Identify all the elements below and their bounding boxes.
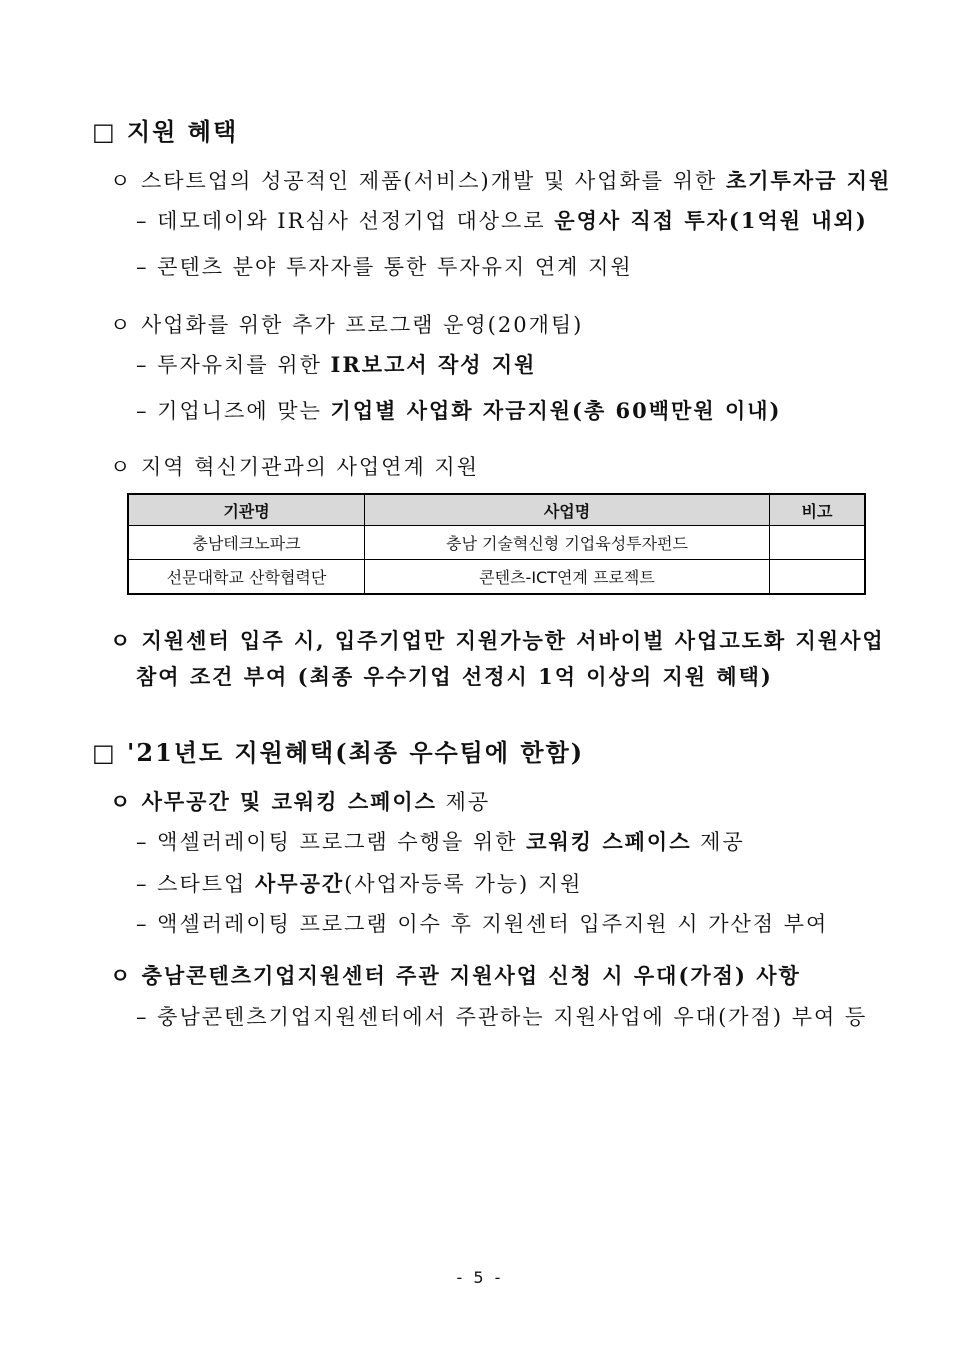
table-cell: 충남 기술혁신형 기업육성투자펀드 — [365, 526, 770, 559]
table-header-cell: 사업명 — [365, 495, 770, 525]
section-heading-support-benefits: □ 지원 혜택 — [92, 117, 239, 146]
dash-text: 제공 — [691, 830, 745, 854]
dash-bonus-points: – 액셀러레이팅 프로그램 이수 후 지원센터 입주지원 시 가산점 부여 — [136, 912, 829, 936]
dash-direct-investment — [136, 205, 868, 235]
dash-preferential: – 충남콘텐츠기업지원센터에서 주관하는 지원사업에 우대(가점) 부여 등 — [136, 1005, 868, 1029]
table-cell — [770, 526, 864, 559]
dash-text: – 투자유치를 위한 — [136, 353, 331, 377]
bullet-survival-program: ㅇ 지원센터 입주 시, 입주기업만 지원가능한 서바이벌 사업고도화 지원사업 — [110, 628, 885, 653]
dash-ir-report — [136, 349, 536, 379]
bullet-regional-linkage: ㅇ 지역 혁신기관과의 사업연계 지원 — [110, 455, 479, 479]
dash-text: – 액셀러레이팅 프로그램 수행을 위한 — [136, 830, 527, 854]
bullet-initial-investment — [110, 165, 891, 195]
dash-text: – 데모데이와 IR심사 선정기업 대상으로 — [136, 209, 555, 233]
table-cell: 충남테크노파크 — [129, 526, 365, 559]
table-header-row — [129, 495, 864, 526]
dash-bold-text: 코워킹 스페이스 — [526, 829, 692, 854]
table-row — [129, 560, 864, 593]
dash-bold-text: IR보고서 작성 지원 — [330, 352, 537, 377]
table-cell: 선문대학교 산학협력단 — [129, 560, 365, 593]
bullet-bold-text: ㅇ 사무공간 및 코워킹 스페이스 — [110, 789, 437, 814]
dash-text: – 스타트업 — [136, 872, 255, 896]
bullet-text: ㅇ 스타트업의 성공적인 제품(서비스)개발 및 사업화를 위한 — [110, 169, 726, 193]
page-number: - 5 - — [456, 1268, 504, 1287]
institution-table — [127, 493, 866, 595]
dash-bold-text: 기업별 사업화 자금지원(총 60백만원 이내) — [330, 398, 782, 423]
dash-office — [136, 868, 582, 898]
dash-bold-text: 운영사 직접 투자(1억원 내외) — [554, 208, 868, 233]
table-header-cell: 비고 — [801, 501, 833, 521]
bullet-bold-text: 초기투자금 지원 — [725, 168, 892, 193]
dash-bold-text: 사무공간 — [255, 871, 345, 896]
table-cell: 콘텐츠-ICT연계 프로젝트 — [365, 560, 770, 593]
table-header-cell: 기관명 — [129, 495, 365, 525]
section-heading-2021-benefits: □ '21년도 지원혜택(최종 우수팀에 한함) — [92, 738, 585, 767]
dash-text: (사업자등록 가능) 지원 — [344, 872, 583, 896]
dash-funding — [136, 395, 781, 425]
dash-investor-linkage: – 콘텐츠 분야 투자자를 통한 투자유지 연계 지원 — [136, 255, 633, 279]
bullet-office-space — [110, 786, 490, 816]
dash-text: – 기업니즈에 맞는 — [136, 399, 331, 423]
bullet-preferential: ㅇ 충남콘텐츠기업지원센터 주관 지원사업 신청 시 우대(가점) 사항 — [110, 963, 801, 988]
bullet-text: 제공 — [436, 790, 491, 814]
dash-coworking — [136, 826, 745, 856]
table-cell — [770, 560, 864, 593]
bullet-survival-program-cont: 참여 조건 부여 (최종 우수기업 선정시 1억 이상의 지원 혜택) — [136, 664, 773, 689]
table-row — [129, 526, 864, 560]
bullet-additional-program: ㅇ 사업화를 위한 추가 프로그램 운영(20개팀) — [110, 313, 584, 337]
